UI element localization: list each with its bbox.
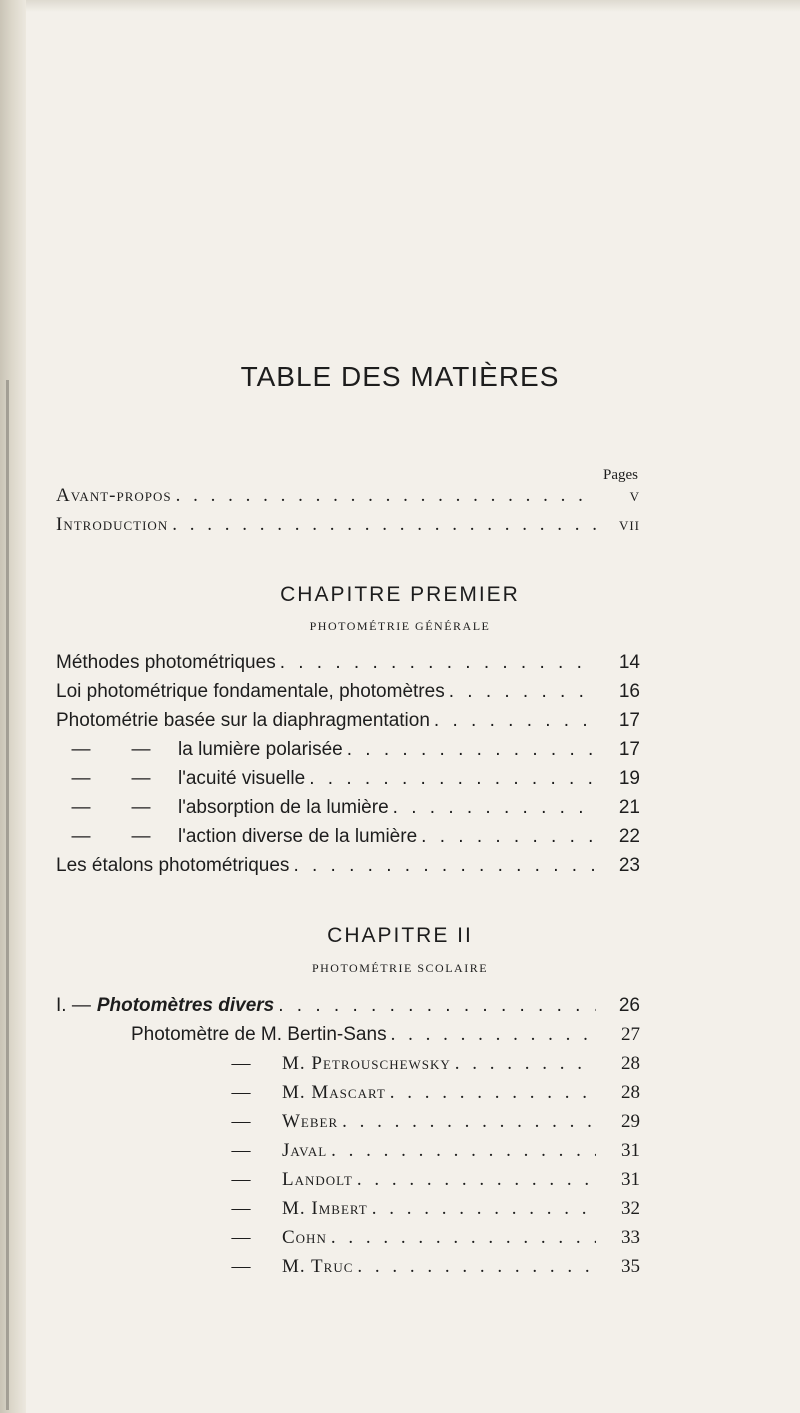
toc-section-entry[interactable] <box>56 993 640 1019</box>
toc-entry-label: Les étalons photométriques <box>56 855 290 876</box>
toc-entry-label: la lumière polarisée <box>178 739 343 760</box>
page-binding-edge <box>0 0 26 1413</box>
ditto-dash: — <box>231 1053 251 1074</box>
toc-entry[interactable] <box>56 1254 640 1280</box>
ditto-dash: — <box>231 1082 251 1103</box>
dot-leader <box>289 853 596 879</box>
page-top-shadow <box>26 0 800 12</box>
ditto-dash: — <box>71 739 91 760</box>
toc-entry[interactable] <box>56 1109 640 1135</box>
toc-entry[interactable] <box>56 853 640 879</box>
dot-leader <box>417 824 596 850</box>
toc-entry[interactable] <box>56 650 640 676</box>
chapter-1-title: CHAPITRE PREMIER <box>280 583 520 606</box>
toc-entry-label: Javal <box>282 1140 328 1161</box>
toc-entry-label: Avant-propos <box>56 485 172 506</box>
dot-leader <box>368 1196 596 1222</box>
pages-column-header: Pages <box>603 467 638 483</box>
toc-entry[interactable] <box>56 1051 640 1077</box>
toc-page-number: 21 <box>618 797 640 818</box>
ditto-dash: — <box>71 826 91 847</box>
toc-section-prefix: I. — <box>56 995 91 1016</box>
toc-entry[interactable] <box>56 1225 640 1251</box>
toc-entry-label: Loi photométrique fondamentale, photomètres <box>56 681 445 702</box>
dot-leader <box>327 1225 596 1251</box>
toc-page-number: 26 <box>618 995 640 1016</box>
dot-leader <box>168 512 596 538</box>
toc-page-number: 17 <box>618 739 640 760</box>
chapter-1-subtitle: PHOTOMÉTRIE GÉNÉRALE <box>309 619 491 633</box>
ditto-dash: — <box>131 797 151 818</box>
toc-entry-label: Weber <box>282 1111 339 1132</box>
toc-entry-label-text: Photomètre de M. Bertin-Sans <box>131 1024 387 1045</box>
dot-leader <box>353 1254 596 1280</box>
toc-page-number: 19 <box>618 768 640 789</box>
toc-entry-label: l'absorption de la lumière <box>178 797 389 818</box>
dot-leader <box>327 1138 596 1164</box>
toc-page-number: 29 <box>621 1111 640 1132</box>
toc-entry[interactable] <box>56 766 640 792</box>
toc-entry[interactable] <box>56 824 640 850</box>
toc-entry-label: l'acuité visuelle <box>178 768 306 789</box>
toc-entry[interactable] <box>56 708 640 734</box>
toc-page-number: 22 <box>618 826 640 847</box>
toc-entry[interactable] <box>56 737 640 763</box>
toc-page-number: 33 <box>621 1227 640 1248</box>
ditto-dash: — <box>131 826 151 847</box>
toc-page-number: 31 <box>621 1140 640 1161</box>
toc-entry[interactable] <box>56 1196 640 1222</box>
ditto-dash: — <box>131 739 151 760</box>
toc-entry-label: Photométrie basée sur la diaphragmentation <box>56 710 430 731</box>
toc-entry-avant-propos[interactable] <box>56 483 640 509</box>
toc-entry-label <box>56 1022 387 1048</box>
toc-page-number: 28 <box>621 1082 640 1103</box>
toc-entry-label: l'action diverse de la lumière <box>178 826 418 847</box>
page-title: TABLE DES MATIÈRES <box>240 361 560 392</box>
binding-shadow-line <box>6 380 9 1410</box>
chapter-2-title: CHAPITRE II <box>327 924 473 947</box>
toc-page-number: 14 <box>618 652 640 673</box>
ditto-dash: — <box>231 1227 251 1248</box>
ditto-dash: — <box>231 1140 251 1161</box>
dot-leader <box>343 737 596 763</box>
dot-leader <box>451 1051 596 1077</box>
dot-leader <box>276 650 596 676</box>
chapter-2-subtitle: PHOTOMÉTRIE SCOLAIRE <box>311 961 489 975</box>
toc-entry-label: M. Imbert <box>282 1198 368 1219</box>
dot-leader <box>338 1109 596 1135</box>
dot-leader <box>274 993 596 1019</box>
toc-entry-introduction[interactable] <box>56 512 640 538</box>
toc-page-number: vii <box>618 514 640 535</box>
toc-page-number: 28 <box>621 1053 640 1074</box>
toc-page-number: 31 <box>621 1169 640 1190</box>
dot-leader <box>386 1080 596 1106</box>
toc-entry-label: Introduction <box>56 514 169 535</box>
dot-leader <box>387 1022 596 1048</box>
ditto-dash: — <box>231 1198 251 1219</box>
ditto-dash: — <box>71 797 91 818</box>
toc-page-number: 35 <box>621 1256 640 1277</box>
ditto-dash: — <box>231 1256 251 1277</box>
toc-entry-label: M. Truc <box>282 1256 354 1277</box>
toc-entry[interactable] <box>56 1080 640 1106</box>
toc-entry[interactable] <box>56 1022 640 1048</box>
toc-entry[interactable] <box>56 1167 640 1193</box>
dot-leader <box>389 795 596 821</box>
toc-entry-label: M. Mascart <box>282 1082 386 1103</box>
ditto-dash: — <box>131 768 151 789</box>
ditto-dash: — <box>231 1169 251 1190</box>
toc-page-number: 17 <box>618 710 640 731</box>
toc-entry-label: Méthodes photométriques <box>56 652 276 673</box>
toc-entry-label: Landolt <box>282 1169 353 1190</box>
dot-leader <box>305 766 596 792</box>
toc-section-label: Photomètres divers <box>96 995 275 1016</box>
ditto-dash: — <box>231 1111 251 1132</box>
dot-leader <box>430 708 596 734</box>
toc-entry[interactable] <box>56 795 640 821</box>
dot-leader <box>353 1167 596 1193</box>
ditto-dash: — <box>71 768 91 789</box>
toc-entry[interactable] <box>56 679 640 705</box>
toc-page-number: v <box>629 485 640 506</box>
dot-leader <box>172 483 596 509</box>
toc-entry[interactable] <box>56 1138 640 1164</box>
toc-page-number: 16 <box>618 681 640 702</box>
toc-entry-label: M. Petrouschewsky <box>282 1053 451 1074</box>
dot-leader <box>445 679 596 705</box>
toc-page-number: 23 <box>618 855 640 876</box>
toc-entry-label: Cohn <box>282 1227 327 1248</box>
toc-page-number: 32 <box>621 1198 640 1219</box>
toc-page-number: 27 <box>621 1024 640 1045</box>
